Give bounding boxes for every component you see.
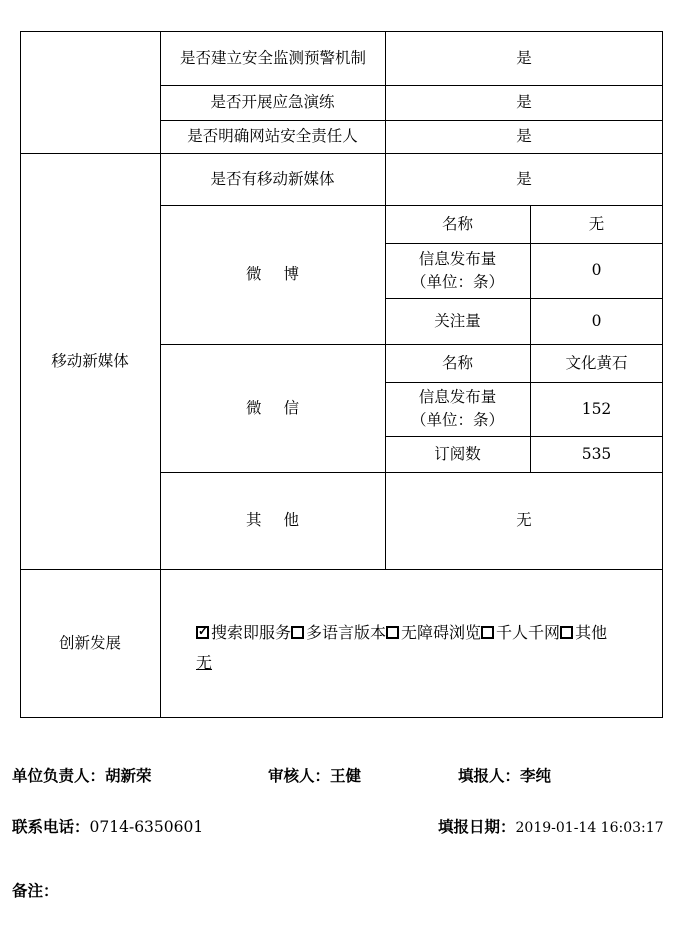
warning-mechanism-value: 是 — [516, 48, 532, 67]
wechat-subscribers-value: 535 — [581, 444, 612, 463]
remarks: 备注： — [12, 882, 59, 900]
search-service-checkbox[interactable] — [196, 626, 209, 639]
wechat-posts-value: 152 — [581, 399, 612, 418]
search-service-label: 搜索即服务 — [211, 623, 292, 642]
weibo-followers-value: 0 — [591, 311, 602, 330]
has-mobile-media-value: 是 — [516, 169, 532, 188]
accessibility-checkbox[interactable] — [386, 626, 399, 639]
other-media-value: 无 — [516, 511, 532, 529]
wechat-label: 微信 — [245, 398, 321, 417]
security-responsible-label: 是否明确网站安全责任人 — [187, 127, 358, 145]
wechat-posts-label: 信息发布量 （单位：条） — [410, 388, 504, 429]
other-media-label: 其他 — [245, 511, 321, 529]
weibo-name-label: 名称 — [441, 214, 473, 233]
weibo-name-value: 无 — [588, 214, 605, 233]
unit-head: 单位负责人：胡新荣 — [12, 767, 152, 785]
warning-mechanism-label: 是否建立安全监测预警机制 — [179, 48, 366, 67]
fill-date: 填报日期：2019-01-14 16:03:17 — [438, 818, 664, 836]
security-responsible-value: 是 — [516, 127, 532, 145]
weibo-label: 微博 — [245, 265, 321, 283]
multilingual-label: 多语言版本 — [306, 623, 387, 642]
reviewer: 审核人：王健 — [268, 767, 362, 785]
weibo-posts-label: 信息发布量 （单位：条） — [410, 249, 504, 291]
filler: 填报人：李纯 — [458, 767, 552, 785]
innovation-other-checkbox[interactable] — [560, 626, 573, 639]
wechat-name-label: 名称 — [441, 353, 473, 372]
weibo-posts-value: 0 — [591, 261, 602, 279]
innovation-options — [196, 618, 662, 678]
emergency-drill-value: 是 — [516, 93, 532, 111]
mobile-media-section-label: 移动新媒体 — [51, 351, 129, 370]
emergency-drill-label: 是否开展应急演练 — [210, 93, 335, 111]
has-mobile-media-label: 是否有移动新媒体 — [210, 169, 335, 188]
accessibility-label: 无障碍浏览 — [401, 623, 482, 642]
innovation-section-label: 创新发展 — [58, 633, 121, 652]
personalized-checkbox[interactable] — [481, 626, 494, 639]
innovation-other-label: 其他 — [575, 623, 608, 642]
innovation-checkbox-row — [196, 618, 662, 648]
multilingual-checkbox[interactable] — [291, 626, 304, 639]
innovation-other-value: 无 — [196, 653, 213, 672]
wechat-name-value: 文化黄石 — [565, 353, 628, 372]
wechat-subscribers-label: 订阅数 — [434, 444, 481, 463]
personalized-label: 千人千网 — [496, 623, 561, 642]
weibo-followers-label: 关注量 — [434, 311, 481, 330]
contact-phone: 联系电话：0714-6350601 — [12, 818, 204, 836]
